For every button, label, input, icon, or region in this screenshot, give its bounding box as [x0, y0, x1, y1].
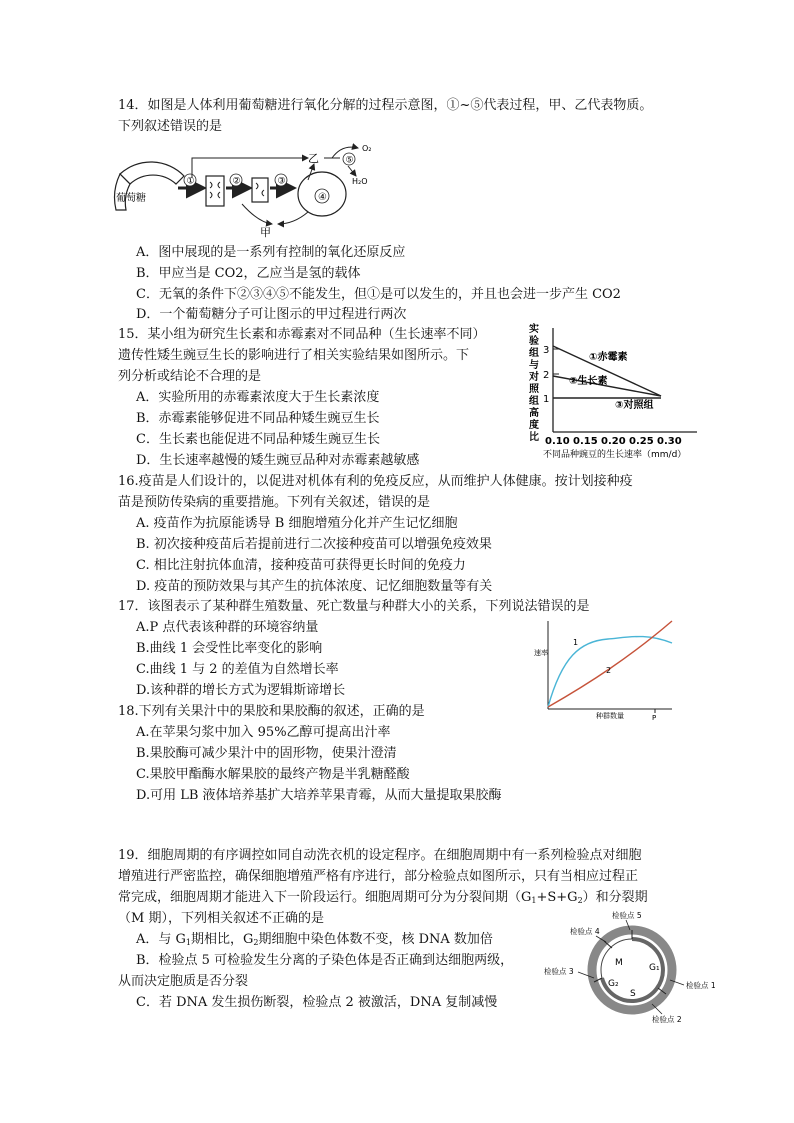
svg-text:2: 2 — [543, 370, 550, 381]
svg-text:组: 组 — [529, 348, 539, 359]
q19-stem-line4: （M 期），下列相关叙述不正确的是 — [118, 911, 324, 926]
phase-g2: G₂ — [608, 979, 619, 989]
q19-option-b-line2: 从而决定胞质是否分裂 — [118, 974, 249, 989]
curve-2-label: 2 — [606, 666, 612, 675]
q17-option-c: C.曲线 1 与 2 的差值为自然增长率 — [136, 662, 339, 677]
checkpoint-5: 检验点 5 — [612, 911, 642, 920]
q19-stem-line1: 19．细胞周期的有序调控如同自动洗衣机的设定程序。在细胞周期中有一系列检验点对细胞 — [118, 848, 642, 863]
q14-option-c: C．无氧的条件下②③④⑤不能发生，但①是可以发生的，并且也会进一步产生 CO2 — [136, 287, 621, 302]
svg-text:0.10: 0.10 — [545, 436, 570, 447]
q14-stem-line2: 下列叙述错误的是 — [118, 119, 223, 134]
q18-stem: 18.下列有关果汁中的果胶和果胶酶的叙述，正确的是 — [118, 704, 425, 719]
curve-1-label: 1 — [573, 638, 579, 647]
q17-option-d: D.该种群的增长方式为逻辑斯谛增长 — [136, 683, 346, 698]
q19-option-a: A．与 $G_1$期相比，$G_2$期细胞中染色体数不变，核 DNA 数加倍 — [136, 932, 493, 947]
cell-cycle-diagram — [540, 908, 730, 1026]
label-h2o: H₂O — [352, 177, 368, 186]
q15-chart — [525, 320, 735, 460]
svg-text:②: ② — [232, 176, 241, 187]
phase-m: M — [615, 958, 623, 968]
q19-stem-line3: 常完成，细胞周期才能进入下一阶段运行。细胞周期可分为分裂间期$(G_1+S+G_2)$和分裂期 — [118, 890, 648, 905]
q17-option-b: B.曲线 1 会受性比率变化的影响 — [136, 641, 323, 656]
q18-option-b: B.果胶酶可减少果汁中的固形物，使果汁澄清 — [136, 746, 397, 761]
q19-stem-line2: 增殖进行严密监控，确保细胞增殖严格有序进行，部分检验点如图所示，只有当相应过程正 — [118, 869, 639, 884]
p-label: P — [652, 714, 657, 722]
label-auxin: ②生长素 — [569, 376, 608, 387]
svg-text:0.30: 0.30 — [657, 436, 682, 447]
label-gibberellin: ①赤霉素 — [589, 352, 628, 363]
q14-option-b: B．甲应当是 CO2，乙应当是氢的载体 — [136, 266, 361, 281]
svg-text:3: 3 — [543, 345, 550, 356]
label-o2: O₂ — [362, 144, 372, 153]
svg-text:⑤: ⑤ — [345, 155, 354, 166]
svg-text:0.25: 0.25 — [629, 436, 654, 447]
label-yi: 乙 — [308, 152, 319, 165]
svg-text:实: 实 — [529, 324, 539, 335]
svg-text:验: 验 — [529, 336, 539, 347]
glucose-label: 葡萄糖 — [116, 193, 146, 204]
q16-option-d: D. 疫苗的预防效果与其产生的抗体浓度、记忆细胞数量等有关 — [136, 579, 493, 594]
glucose-shape — [120, 162, 184, 184]
q17-xlabel: 种群数量 — [596, 712, 624, 720]
q16-stem-line1: 16.疫苗是人们设计的，以促进对机体有利的免疫反应，从而维护人体健康。按计划接种疫 — [118, 474, 633, 489]
q18-option-c: C.果胶甲酯酶水解果胶的最终产物是半乳糖醛酸 — [136, 767, 410, 782]
q15-option-d: D．生长速率越慢的矮生豌豆品种对赤霉素越敏感 — [136, 453, 420, 468]
svg-text:④: ④ — [318, 192, 327, 203]
q16-option-a: A. 疫苗作为抗原能诱导 B 细胞增殖分化并产生记忆细胞 — [136, 516, 458, 531]
checkpoint-2: 检验点 2 — [652, 1015, 682, 1024]
phase-s: S — [630, 989, 636, 999]
svg-text:①: ① — [186, 176, 195, 187]
q16-stem-line2: 苗是预防传染病的重要措施。下列有关叙述，错误的是 — [118, 495, 431, 510]
svg-text:③: ③ — [277, 176, 286, 187]
checkpoint-1: 检验点 1 — [686, 981, 716, 990]
q14-metabolism-diagram — [112, 138, 402, 238]
q17-stem: 17．该图表示了某种群生殖数量、死亡数量与种群大小的关系，下列说法错误的是 — [118, 599, 590, 614]
svg-text:照: 照 — [529, 384, 539, 395]
svg-text:高: 高 — [529, 408, 539, 419]
q15-xlabel: 不同品种豌豆的生长速率（mm/d） — [543, 450, 687, 460]
q19-option-c: C．若 DNA 发生损伤断裂，检验点 2 被激活，DNA 复制减慢 — [136, 995, 498, 1010]
label-control: ③对照组 — [615, 400, 654, 411]
q17-option-a: A.P 点代表该种群的环境容纳量 — [136, 620, 319, 635]
q17-chart — [530, 617, 680, 723]
svg-text:对: 对 — [529, 372, 539, 383]
svg-text:0.15: 0.15 — [573, 436, 598, 447]
svg-text:比: 比 — [529, 432, 539, 443]
structure-1 — [206, 176, 224, 206]
q19-option-b-line1: B．检验点 5 可检验发生分离的子染色体是否正确到达细胞两级， — [136, 953, 514, 968]
q15-option-c: C．生长素也能促进不同品种矮生豌豆生长 — [136, 432, 380, 447]
q15-stem-line3: 列分析或结论不合理的是 — [118, 369, 262, 384]
q14-option-d: D．一个葡萄糖分子可让图示的甲过程进行两次 — [136, 307, 407, 322]
q17-ylabel: 速率 — [534, 649, 548, 657]
svg-text:与: 与 — [529, 360, 539, 371]
q16-option-b: B. 初次接种疫苗后若提前进行二次接种疫苗可以增强免疫效果 — [136, 537, 492, 552]
svg-text:组: 组 — [529, 396, 539, 407]
q18-option-a: A.在苹果匀浆中加入 95%乙醇可提高出汁率 — [136, 725, 391, 740]
q14-stem-line1: 14．如图是人体利用葡萄糖进行氧化分解的过程示意图，①~⑤代表过程，甲、乙代表物质。 — [118, 98, 653, 113]
q16-option-c: C. 相比注射抗体血清，接种疫苗可获得更长时间的免疫力 — [136, 558, 466, 573]
structure-2 — [252, 178, 268, 202]
q15-option-b: B．赤霉素能够促进不同品种矮生豌豆生长 — [136, 411, 380, 426]
q15-stem-line2: 遗传性矮生豌豆生长的影响进行了相关实验结果如图所示。下 — [118, 348, 470, 363]
checkpoint-4: 检验点 4 — [570, 927, 600, 936]
svg-text:度: 度 — [529, 420, 539, 431]
checkpoint-3: 检验点 3 — [544, 967, 574, 976]
q15-stem-line1: 15．某小组为研究生长素和赤霉素对不同品种（生长速率不同） — [118, 327, 486, 342]
q18-option-d: D.可用 LB 液体培养基扩大培养苹果青霉，从而大量提取果胶酶 — [136, 788, 502, 803]
svg-text:0.20: 0.20 — [601, 436, 626, 447]
label-jia: 甲 — [260, 226, 271, 238]
phase-g1: G₁ — [649, 963, 660, 973]
q14-option-a: A．图中展现的是一系列有控制的氧化还原反应 — [136, 245, 406, 260]
q15-option-a: A．实验所用的赤霉素浓度大于生长素浓度 — [136, 390, 380, 405]
svg-text:1: 1 — [543, 394, 550, 405]
